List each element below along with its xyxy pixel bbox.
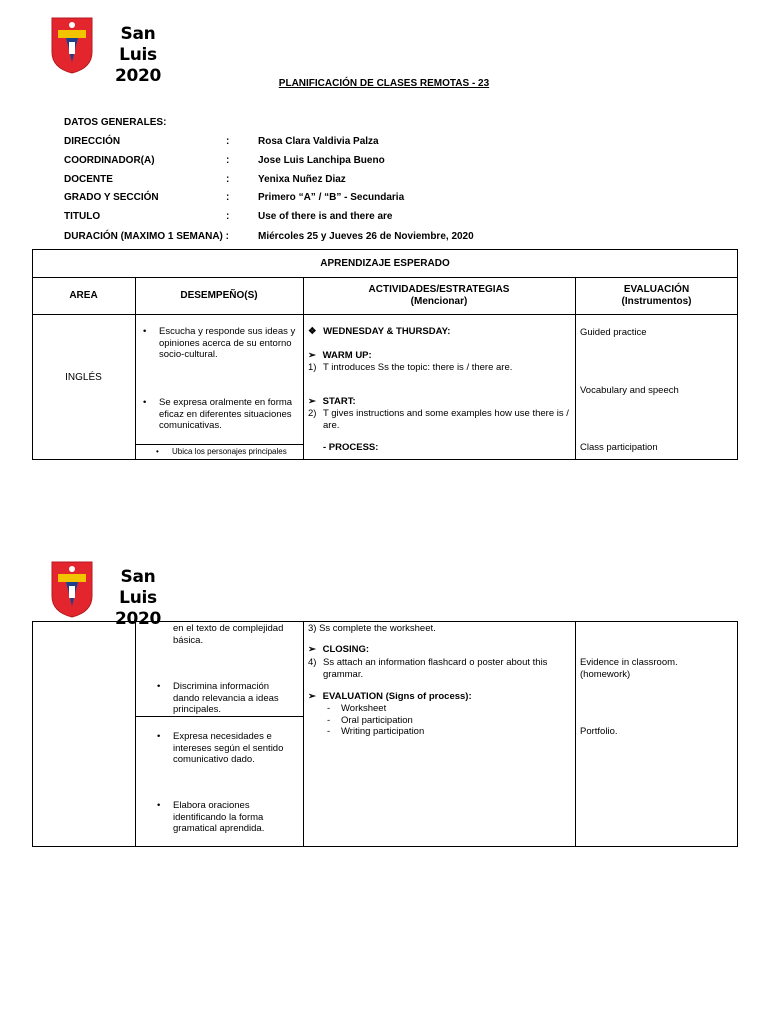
shield-icon: [50, 560, 94, 618]
general-label: COORDINADOR(A): [64, 155, 155, 166]
desempeno-text: Se expresa oralmente en forma eficaz en diferentes situaciones comunicativas.: [159, 397, 293, 431]
col-header-area: AREA: [69, 290, 98, 301]
brand-year: 2020: [114, 609, 162, 629]
step-text: T gives instructions and some examples how use there is / are.: [323, 408, 569, 431]
warm-up-label: WARM UP:: [322, 350, 372, 361]
general-value: Primero “A” / “B” - Secundaria: [258, 192, 405, 203]
general-label: DIRECCIÓN: [64, 136, 121, 147]
col-header-desempeno: DESEMPEÑO(S): [180, 290, 258, 301]
activity-days: [308, 326, 573, 338]
evaluation-heading: EVALUATION (Signs of process):: [322, 691, 472, 702]
col-header-subtext: (Mencionar): [410, 296, 468, 307]
desempeno-text: Escucha y responde sus ideas y opiniones acerca de su entorno socio-cultural.: [159, 326, 296, 360]
arrow-icon: ➢: [308, 691, 316, 702]
activity-days-text: WEDNESDAY & THURSDAY:: [323, 326, 451, 337]
bullet-icon: •: [143, 397, 147, 408]
col-header-actividades: [303, 284, 575, 308]
closing-label: CLOSING:: [322, 644, 370, 655]
table-caption: APRENDIZAJE ESPERADO: [320, 258, 450, 269]
bullet-icon: •: [156, 447, 159, 456]
start-label: START:: [322, 396, 356, 407]
general-value: Yenixa Nuñez Diaz: [258, 174, 346, 185]
brand-year: 2020: [114, 66, 162, 86]
bullet-icon: •: [157, 731, 161, 742]
evaluation-item: Class participation: [580, 442, 658, 453]
step-number: 2): [308, 408, 317, 419]
general-colon: :: [226, 174, 230, 185]
step-number: 4): [308, 657, 317, 668]
desempeno-continued: en el texto de complejidad básica.: [173, 623, 284, 646]
bullet-icon: •: [143, 326, 147, 337]
general-colon: :: [226, 192, 230, 203]
desempeno-text: Expresa necesidades e intereses según el sentido comunicativo dado.: [173, 731, 284, 765]
general-label: GRADO Y SECCIÓN: [64, 192, 159, 203]
activity-step-3: 3) Ss complete the worksheet.: [308, 623, 436, 634]
school-logo: [50, 16, 94, 74]
evaluation-sign: Oral participation: [341, 715, 413, 726]
col-header-text: EVALUACIÓN: [623, 284, 690, 295]
col-header-evaluacion: [575, 284, 738, 308]
activity-warm-up: [308, 350, 573, 362]
area-value: INGLÉS: [65, 372, 102, 383]
evaluation-item: Guided practice: [580, 327, 647, 338]
bullet-icon: •: [157, 681, 161, 692]
evaluation-sign: Worksheet: [341, 703, 387, 714]
general-label: DOCENTE: [64, 174, 113, 185]
brand-name: San Luis: [119, 567, 157, 608]
bullet-icon: •: [157, 800, 161, 811]
general-colon: :: [226, 136, 230, 147]
activity-process: - PROCESS:: [323, 442, 379, 453]
page-title: PLANIFICACIÓN DE CLASES REMOTAS - 23: [278, 78, 490, 89]
desempeno-text: Elabora oraciones identificando la forma gramatical aprendida.: [173, 800, 265, 834]
brand-name: San Luis: [119, 24, 157, 65]
general-value: Rosa Clara Valdivia Palza: [258, 136, 379, 147]
step-text: T introduces Ss the topic: there is / there are.: [323, 362, 513, 373]
shield-icon: [50, 16, 94, 74]
general-value: Use of there is and there are: [258, 211, 393, 222]
general-value: Miércoles 25 y Jueves 26 de Noviembre, 2020: [258, 231, 474, 242]
general-colon: :: [226, 155, 230, 166]
evaluation-sign: Writing participation: [341, 726, 425, 737]
desempeno-text: Ubica los personajes principales: [172, 447, 287, 456]
activity-start: [308, 396, 573, 408]
evaluation-item: Vocabulary and speech: [580, 385, 679, 396]
general-colon: :: [226, 211, 230, 222]
arrow-icon: ➢: [308, 644, 316, 655]
activity-closing: [308, 644, 573, 656]
general-value: Jose Luis Lanchipa Bueno: [258, 155, 385, 166]
step-number: 1): [308, 362, 317, 373]
activity-evaluation: [308, 691, 573, 703]
general-label: DURACIÓN (MAXIMO 1 SEMANA) :: [64, 231, 229, 242]
arrow-icon: ➢: [308, 396, 316, 407]
general-heading: DATOS GENERALES:: [64, 117, 167, 128]
school-logo: [50, 560, 94, 618]
step-text: Ss attach an information flashcard o poster about this grammar.: [323, 657, 548, 680]
diamond-icon: ❖: [308, 326, 317, 337]
col-header-subtext: (Instrumentos): [621, 296, 692, 307]
arrow-icon: ➢: [308, 350, 316, 361]
evaluation-item: Portfolio.: [580, 726, 618, 737]
col-header-text: ACTIVIDADES/ESTRATEGIAS: [368, 284, 510, 295]
general-label: TITULO: [64, 211, 101, 222]
evaluation-item: Evidence in classroom. (homework): [580, 657, 678, 680]
desempeno-text: Discrimina información dando relevancia a ideas principales.: [173, 681, 279, 715]
